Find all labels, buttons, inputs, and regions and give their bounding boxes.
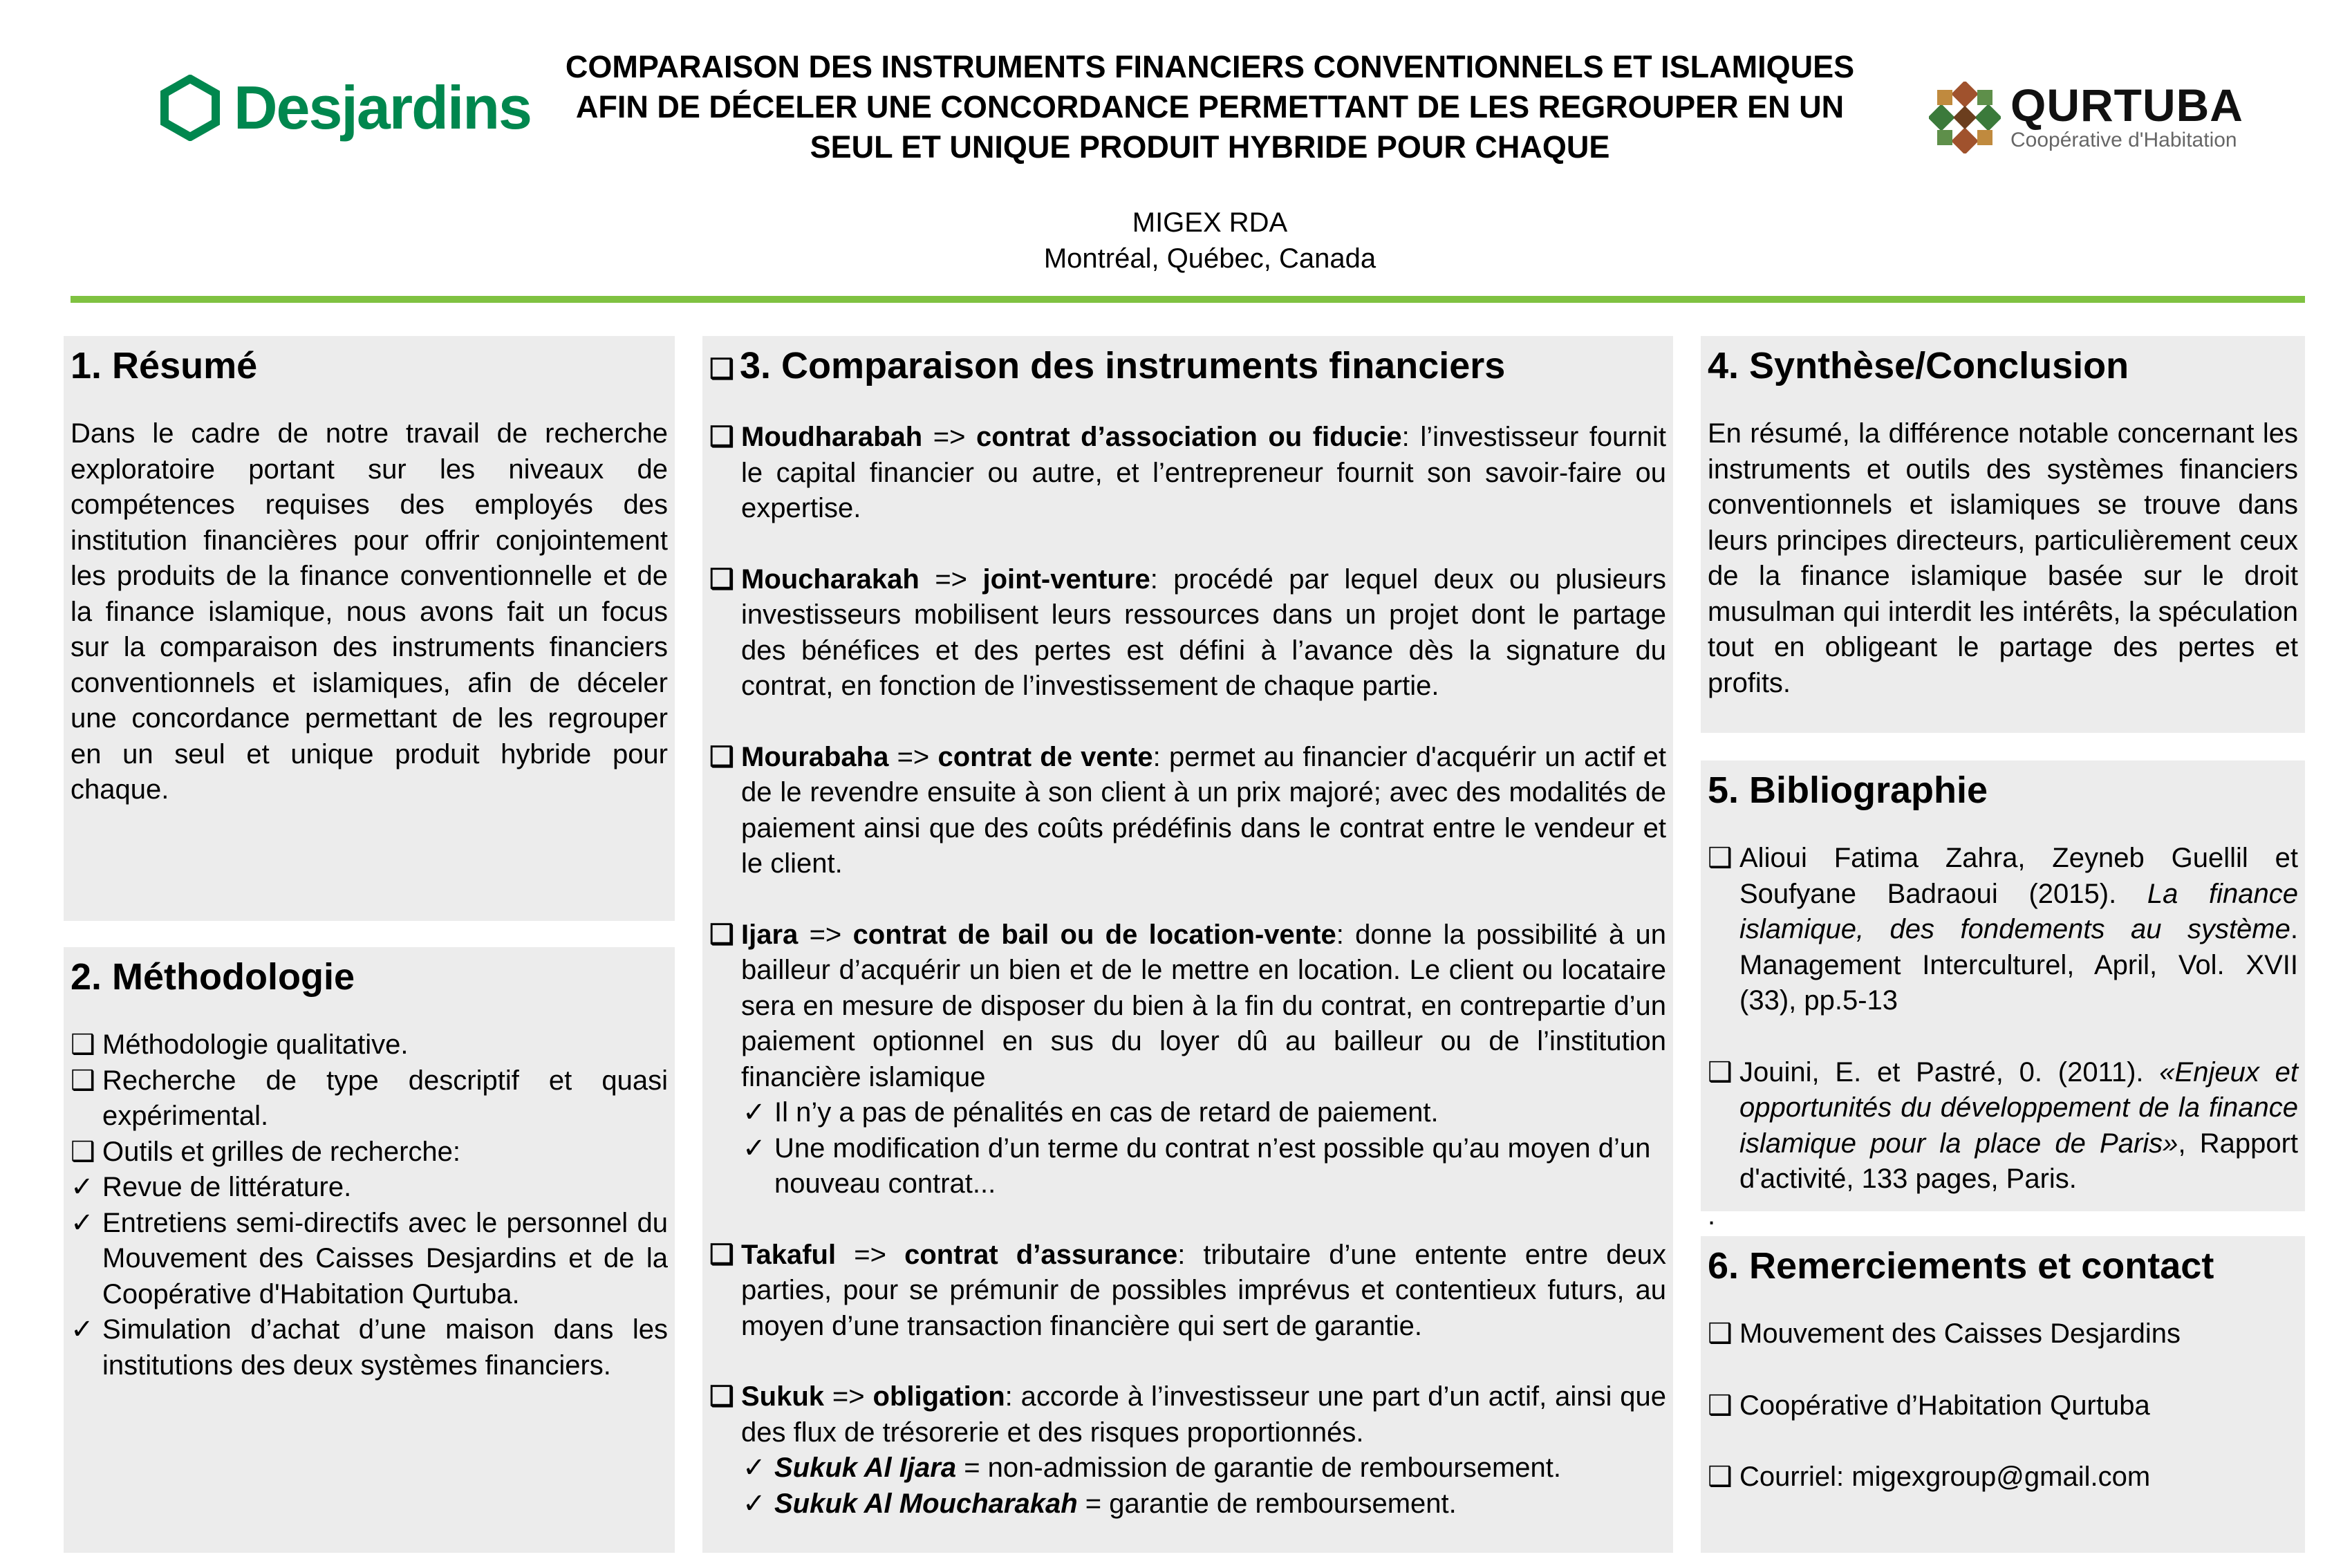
instrument-name: Ijara — [741, 919, 799, 950]
checkbox-bullet-icon: ❑ — [1708, 1318, 1733, 1349]
instrument-sukuk: ❑ Sukuk => obligation: accorde à l’investisseur une part d’un actif, ainsi que des flux de trésorerie et des risques proportionnés. — [709, 1379, 1666, 1450]
checkbox-bullet-icon: ❑ — [1708, 1056, 1733, 1088]
checkbox-bullet-icon: ❑ — [709, 422, 734, 452]
qurtuba-logo-subtitle: Coopérative d'Habitation — [2010, 129, 2237, 151]
qurtuba-logo-name: QURTUBA — [2010, 80, 2243, 131]
header-divider — [71, 296, 2305, 303]
instrument-type: contrat de bail ou de location-vente — [852, 919, 1336, 950]
checkmark-bullet-icon: ✓ — [743, 1097, 766, 1128]
checkbox-bullet-icon: ❑ — [71, 1029, 95, 1060]
checkbox-bullet-icon: ❑ — [1708, 1390, 1733, 1421]
resume-panel — [64, 336, 675, 921]
instrument-takaful: ❑ Takaful => contrat d’assurance: tributaire d’une entente entre deux parties, pour se prémunir de possibles imprévus et contentieux futurs, au moyen d’une transaction financière qui sert de garantie. — [709, 1238, 1666, 1345]
qurtuba-emblem-icon — [1929, 82, 2001, 153]
instrument-name: Moudharabah — [741, 422, 923, 452]
instrument-type: joint-venture — [982, 563, 1150, 595]
author-location: Montréal, Québec, Canada — [1043, 243, 1376, 274]
author-name: MIGEX RDA — [1132, 207, 1288, 238]
ijara-note: ✓ Il n’y a pas de pénalités en cas de retard de paiement. — [709, 1095, 1666, 1131]
instrument-name: Moucharakah — [741, 563, 920, 595]
bibliography-ref: ❑ Alioui Fatima Zahra, Zeyneb Guellil et Soufyane Badraoui (2015). La finance islamique, des fondements au système. Management Interculturel, April, Vol. XVII (33), pp.5-13 — [1708, 841, 2298, 1019]
ijara-note: ✓ Une modification d’un terme du contrat n’est possible qu’au moyen d’un nouveau contrat... — [709, 1131, 1666, 1202]
instrument-mourabaha: ❑ Mourabaha => contrat de vente: permet au financier d'acquérir un actif et de le revendre ensuite à son client à un prix majoré; avec des modalités de paiement ainsi que des coûts prédéfinis dans le contrat entre le vendeur et le client. — [709, 740, 1666, 882]
checkmark-bullet-icon: ✓ — [71, 1207, 94, 1238]
synthese-panel — [1701, 336, 2305, 733]
instrument-type: contrat de vente — [937, 741, 1153, 772]
poster-title — [484, 47, 1936, 167]
checkbox-bullet-icon: ❑ — [1708, 843, 1733, 873]
bibliography-trailing-dot: . — [1708, 1200, 1716, 1231]
checkbox-bullet-icon: ❑ — [709, 741, 734, 772]
instrument-type: obligation — [872, 1381, 1005, 1412]
methodologie-item: ❑ Recherche de type descriptif et quasi expérimental. — [71, 1063, 668, 1135]
comparaison-title: ❑ 3. Comparaison des instruments financiers — [709, 342, 1666, 393]
title-line: AFIN DE DÉCELER UNE CONCORDANCE PERMETTANT DE LES REGROUPER EN UN — [575, 89, 1845, 124]
methodologie-item: ❑ Outils et grilles de recherche: — [71, 1135, 668, 1170]
remerciements-panel — [1701, 1236, 2305, 1553]
checkbox-bullet-icon: ❑ — [709, 919, 734, 950]
instrument-moudharabah: ❑ Moudharabah => contrat d’association ou fiducie: l’investisseur fournit le capital financier ou autre, et l’entrepreneur fournit son savoir-faire ou expertise. — [709, 420, 1666, 527]
instrument-name: Takaful — [741, 1239, 837, 1270]
instrument-type: contrat d’assurance — [904, 1239, 1178, 1270]
desjardins-hexagon-icon — [160, 75, 220, 141]
methodologie-item: ✓ Entretiens semi-directifs avec le personnel du Mouvement des Caisses Desjardins et de la Coopérative d'Habitation Qurtuba. — [71, 1206, 668, 1313]
checkbox-bullet-icon: ❑ — [71, 1065, 95, 1096]
checkbox-bullet-icon: ❑ — [709, 354, 734, 384]
comparaison-panel — [702, 336, 1673, 1553]
resume-title: 1. Résumé — [71, 345, 258, 386]
desjardins-logo — [160, 75, 531, 141]
title-line: COMPARAISON DES INSTRUMENTS FINANCIERS CONVENTIONNELS ET ISLAMIQUES — [565, 49, 1855, 84]
bibliography-ref: ❑ Jouini, E. et Pastré, 0. (2011). «Enjeux et opportunités du développement de la finance islamique pour la place de Paris», Rapport d'activité, 133 pages, Paris. — [1708, 1055, 2298, 1197]
contact-item: ❑ Coopérative d’Habitation Qurtuba — [1708, 1388, 2298, 1424]
checkmark-bullet-icon: ✓ — [71, 1172, 94, 1202]
instrument-ijara: ❑ Ijara => contrat de bail ou de location-vente: donne la possibilité à un bailleur d’acquérir un bien et de le mettre en location. Le client ou locataire sera en mesure de disposer du bien à la fin du contrat, en contrepartie d’un paiement optionnel en sus du loyer dû au bailleur ou de l’institution financière islamique — [709, 917, 1666, 1096]
sukuk-note: ✓ Sukuk Al Moucharakah = garantie de remboursement. — [709, 1486, 1666, 1522]
contact-email[interactable]: ❑ Courriel: migexgroup@gmail.com — [1708, 1459, 2298, 1495]
checkmark-bullet-icon: ✓ — [71, 1314, 94, 1345]
author-block — [760, 205, 1659, 277]
methodologie-panel — [64, 947, 675, 1553]
methodologie-item: ❑ Méthodologie qualitative. — [71, 1027, 668, 1063]
instrument-name: Sukuk — [741, 1381, 825, 1412]
remerciements-title: 6. Remerciements et contact — [1708, 1245, 2214, 1287]
checkmark-bullet-icon: ✓ — [743, 1453, 766, 1483]
checkmark-bullet-icon: ✓ — [743, 1132, 766, 1164]
methodologie-item: ✓ Revue de littérature. — [71, 1170, 668, 1206]
instrument-moucharakah: ❑ Moucharakah => joint-venture: procédé par lequel deux ou plusieurs investisseurs mobilisent leurs ressources dans un projet dont le partage des bénéfices et des pertes est défini à l’avance dès la signature du contrat, en fonction de l’investissement de chaque partie. — [709, 562, 1666, 704]
checkbox-bullet-icon: ❑ — [709, 563, 734, 595]
methodologie-item: ✓ Simulation d’achat d’une maison dans les institutions des deux systèmes financiers. — [71, 1312, 668, 1383]
qurtuba-logo — [1929, 82, 2243, 153]
sukuk-note: ✓ Sukuk Al Ijara = non-admission de garantie de remboursement. — [709, 1450, 1666, 1486]
instrument-name: Mourabaha — [741, 741, 889, 772]
bibliographie-panel — [1701, 760, 2305, 1211]
resume-text: Dans le cadre de notre travail de recherche exploratoire portant sur les niveaux de compétences requises des employés des institution financières pour offrir conjointement les produits de la finance conventionnelle et de la finance islamique, nous avons fait un focus sur la comparaison des instruments financiers conventionnels et islamiques, afin de déceler une concordance permettant de les regrouper en un seul et unique produit hybride pour chaque. — [71, 418, 668, 805]
bibliographie-title: 5. Bibliographie — [1708, 769, 1988, 811]
checkbox-bullet-icon: ❑ — [709, 1381, 734, 1412]
checkbox-bullet-icon: ❑ — [71, 1136, 95, 1167]
synthese-title: 4. Synthèse/Conclusion — [1708, 345, 2129, 386]
instrument-type: contrat d’association ou fiducie — [976, 422, 1402, 452]
checkbox-bullet-icon: ❑ — [1708, 1462, 1733, 1492]
synthese-text: En résumé, la différence notable concernant les instruments et outils des systèmes financiers conventionnels et islamiques se trouve dans leurs principes directeurs, particulièrement ceux de la finance islamique basée sur le droit musulman qui interdit les intérêts, la spéculation tout en obligeant le partage des pertes et profits. — [1708, 418, 2298, 698]
checkbox-bullet-icon: ❑ — [709, 1239, 734, 1270]
desjardins-logo-text: Desjardins — [234, 73, 531, 142]
contact-item: ❑ Mouvement des Caisses Desjardins — [1708, 1316, 2298, 1352]
methodologie-title: 2. Méthodologie — [71, 956, 355, 998]
checkmark-bullet-icon: ✓ — [743, 1488, 766, 1519]
title-line: SEUL ET UNIQUE PRODUIT HYBRIDE POUR CHAQUE — [810, 129, 1610, 165]
